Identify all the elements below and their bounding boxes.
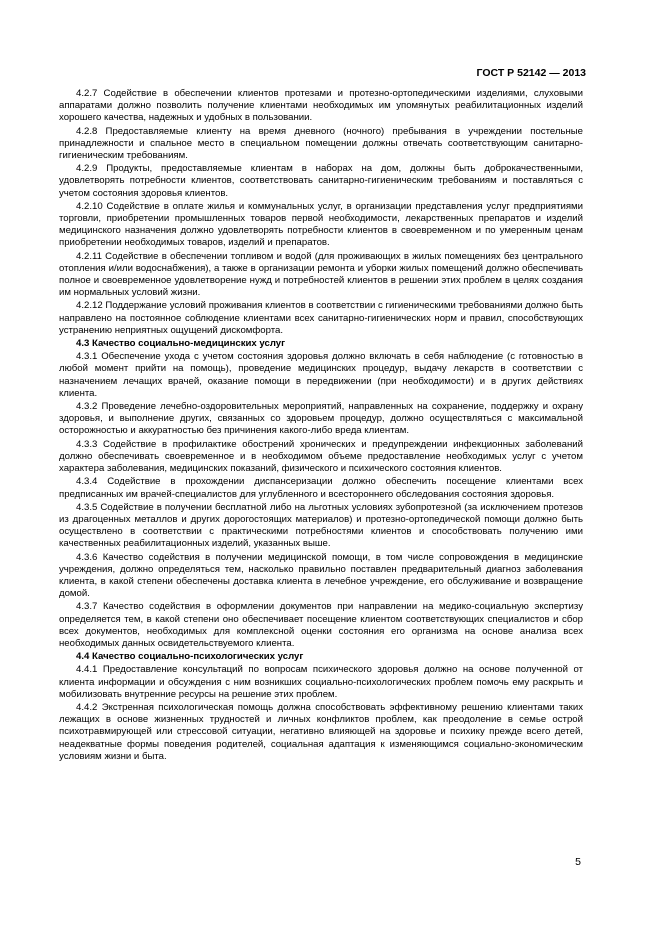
clause-4-4-1: 4.4.1 Предоставление консультаций по вопросам психического здоровья должно на основе полученной от клиента информации и обсуждения с ним возникших социально-психологических проблем помочь ему раскрыть и мобилизовать внутренние ресурсы на решение этих проблем. [59, 664, 583, 700]
section-heading-4-4: 4.4 Качество социально-психологических услуг [76, 651, 304, 663]
page-number: 5 [575, 856, 581, 868]
clause-4-3-4: 4.3.4 Содействие в прохождении диспансеризации должно обеспечить посещение клиентами всех предписанных им врачей-специалистов для углубленного и всестороннего обследования состояния здоровья. [59, 476, 583, 500]
clause-4-2-8: 4.2.8 Предоставляемые клиенту на время дневного (ночного) пребывания в учреждении постельные принадлежности и спальное место в специальном помещении должны отвечать соответствующим санитарно-гигиеническим требованиям. [59, 125, 583, 162]
clause-4-4-2: 4.4.2 Экстренная психологическая помощь должна способствовать эффективному решению клиентами таких лежащих в основе жизненных трудностей и личных конфликтов проблем, как преодоление в семье острой психотравмирующей или стрессовой ситуации, негативно влияющей на здоровье и психику прежде всего детей, неадекватные формы поведения родителей, социальная адаптация к изменяющимся социально-экономическим условиям жизни и быта. [59, 701, 583, 762]
clause-4-3-3: 4.3.3 Содействие в профилактике обострений хронических и предупреждении инфекционных заболеваний должно обеспечивать своевременное и в необходимом объеме предоставление необходимых услуг с учетом характера заболевания, медицинских показаний, физического и психического состояния клиентов. [59, 438, 583, 475]
clause-4-2-10: 4.2.10 Содействие в оплате жилья и коммунальных услуг, в организации представления услуг предприятиями торговли, приобретении промышленных товаров первой необходимости, лекарственных препаратов и изделий медицинского назначения должно удовлетворять потребности клиентов в своевременном и по умеренным ценам приобретении необходимых товаров, изделий и препаратов. [59, 200, 583, 249]
clause-4-2-7: 4.2.7 Содействие в обеспечении клиентов протезами и протезно-ортопедическими изделиями, слуховыми аппаратами должно позволить получение клиентами необходимых им упомянутых реабилитационных изделий хорошего качества, надежных и удобных в пользовании. [59, 88, 583, 124]
clause-4-3-6: 4.3.6 Качество содействия в получении медицинской помощи, в том числе сопровождения в медицинские учреждения, должно определяться тем, насколько правильно поставлен предварительный диагноз заболевания клиента, в какой степени обеспечены доставка клиента в лечебное учреждение, его обслуживание и возвращение домой. [59, 551, 583, 600]
clause-4-3-2: 4.3.2 Проведение лечебно-оздоровительных мероприятий, направленных на сохранение, поддержку и охрану здоровья, и выполнение других, связанных со здоровьем процедур, должно осуществляться с максимальной осторожностью и аккуратностью без причинения какого-либо вреда клиентам. [59, 401, 583, 437]
clause-4-2-12: 4.2.12 Поддержание условий проживания клиентов в соответствии с гигиеническими требованиями должно быть направлено на постоянное соблюдение клиентами всех санитарно-гигиенических норм и правил, способствующих устранению неприятных ощущений дискомфорта. [59, 300, 583, 336]
document-code-header: ГОСТ Р 52142 — 2013 [476, 67, 586, 79]
section-heading-4-3: 4.3 Качество социально-медицинских услуг [76, 338, 286, 350]
clause-4-3-7: 4.3.7 Качество содействия в оформлении документов при направлении на медико-социальную экспертизу определяется тем, в какой степени оно обеспечивает посещение клиентом соответствующих специалистов и сбор всех документов, необходимых для комплексной оценки состояния его организма на основе анализа всех необходимых данных освидетельствуемого клиента. [59, 601, 583, 649]
document-body [59, 88, 583, 764]
clause-4-2-9: 4.2.9 Продукты, предоставляемые клиентам в наборах на дом, должны быть доброкачественными, удовлетворять потребности клиентов, соответствовать санитарно-гигиеническим требованиям и поставляться с учетом состояния здоровья клиентов. [59, 163, 583, 199]
clause-4-2-11: 4.2.11 Содействие в обеспечении топливом и водой (для проживающих в жилых помещениях без центрального отопления и/или водоснабжения), а также в организации ремонта и уборки жилых помещений должно обеспечивать полное и своевременное удовлетворение нужд и потребностей клиентов в решении этих проблем в целях создания им нормальных условий жизни. [59, 250, 583, 299]
clause-4-3-1: 4.3.1 Обеспечение ухода с учетом состояния здоровья должно включать в себя наблюдение (с готовностью в любой момент прийти на помощь), проведение медицинских процедур, выдачу лекарств в соответствии с назначением лечащих врачей, оказание помощи в передвижении (при необходимости) и в других действиях клиента. [59, 351, 583, 399]
clause-4-3-5: 4.3.5 Содействие в получении бесплатной либо на льготных условиях зубопротезной (за исключением протезов из драгоценных металлов и других дорогостоящих материалов) и протезно-ортопедической помощи должно быть осуществлено в соответствии с практическими потребностями клиентов и способствовать получению ими качественных реабилитационных изделий, указанных выше. [59, 501, 583, 550]
